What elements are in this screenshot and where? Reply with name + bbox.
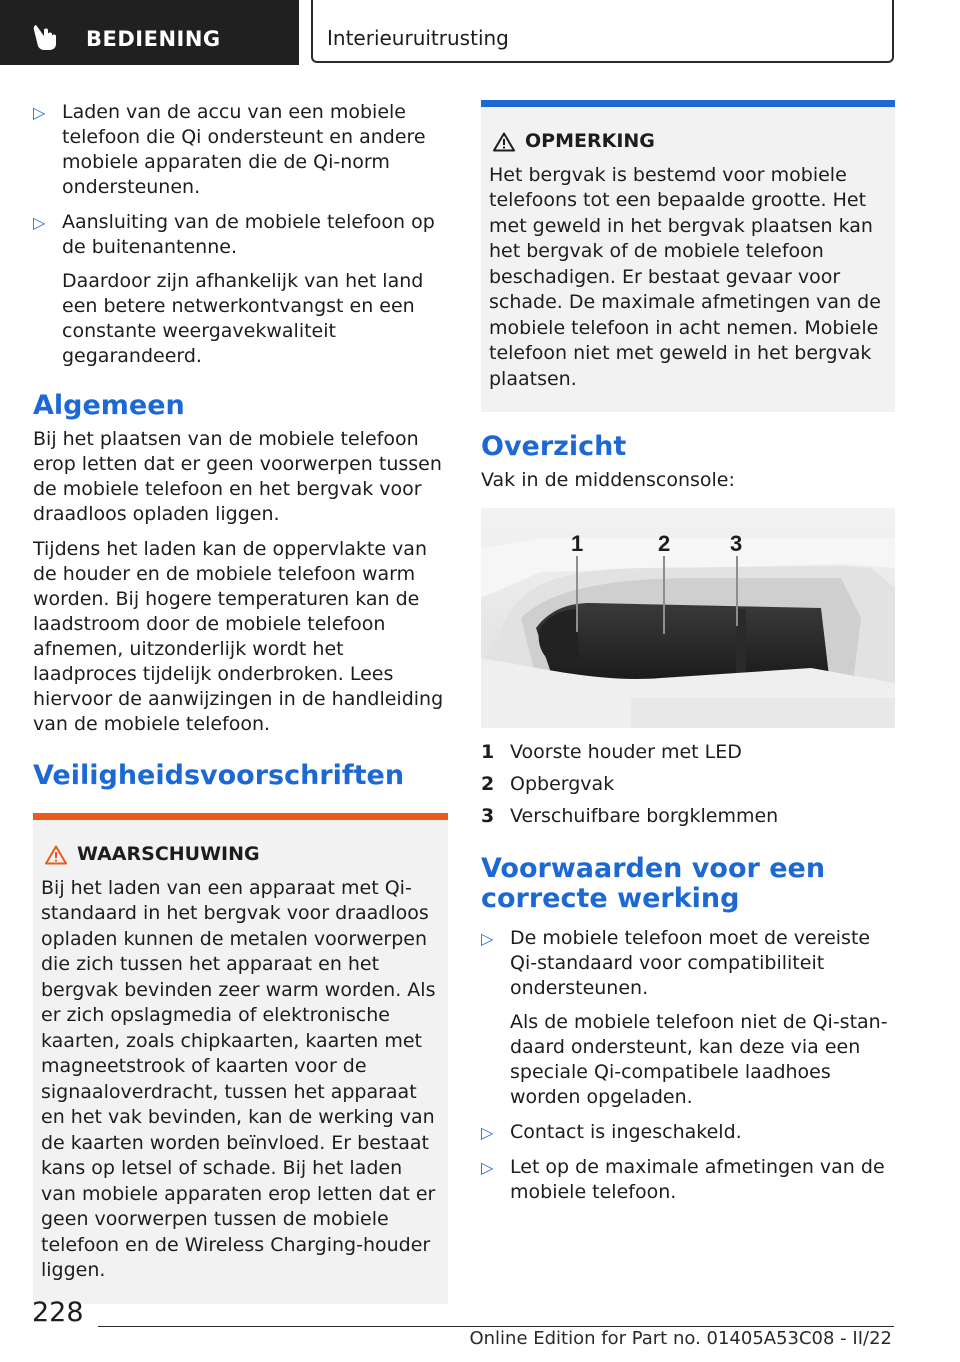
list-item-text: Let op de maximale afmetingen van de mobiele telefoon. xyxy=(510,1156,885,1203)
list-item xyxy=(481,1155,895,1205)
console-figure xyxy=(481,508,895,728)
legend-text: Verschuifbare borgklemmen xyxy=(510,805,779,827)
paragraph: Vak in de middensconsole: xyxy=(481,469,735,491)
console-illustration xyxy=(481,508,895,728)
legend-text: Opbergvak xyxy=(510,773,615,795)
topic-label: Interieuruitrusting xyxy=(327,26,509,50)
legend-item xyxy=(481,740,895,772)
list-item-subtext: Daardoor zijn afhankelijk van het land een betere netwerkontvangst en een constante weergavekwaliteit gegarandeerd. xyxy=(62,270,424,367)
triangle-bullet-icon: ▷ xyxy=(481,1123,494,1142)
heading-overview: Overzicht xyxy=(481,431,627,462)
heading-safety: Veiligheidsvoorschriften xyxy=(33,760,405,791)
list-item-text: De mobiele telefoon moet de vereiste Qi-standaard voor compatibiliteit ondersteunen. xyxy=(510,927,871,999)
list-item xyxy=(33,100,448,200)
paragraph: Tijdens het laden kan de oppervlakte van de houder en de mobiele telefoon warm worden. Bij hogere temperaturen kan de laadstroom door de mobiele telefoon afnemen, uitzonderlijk wordt het laadproces tijdelijk onderbroken. Lees hiervoor de aanwijzingen in de handleiding van de mobiele telefoon. xyxy=(33,538,444,735)
warning-title: WAARSCHUWING xyxy=(77,843,260,865)
legend-text: Voorste houder met LED xyxy=(510,741,742,763)
legend-list xyxy=(481,740,895,836)
list-item xyxy=(33,210,448,369)
section-label: BEDIENING xyxy=(86,27,221,51)
warning-triangle-icon xyxy=(493,132,515,152)
legend-item xyxy=(481,772,895,804)
page-number: 228 xyxy=(32,1297,84,1328)
list-item xyxy=(481,926,895,1110)
list-item-text: Aansluiting van de mobiele telefoon op de buitenantenne. xyxy=(62,211,435,258)
triangle-bullet-icon: ▷ xyxy=(33,103,46,122)
triangle-bullet-icon: ▷ xyxy=(481,929,494,948)
callout-label: 1 xyxy=(571,531,584,556)
list-item-subtext: Als de mobiele telefoon niet de Qi-standaard ondersteunt, kan deze via een speciale Qi-compatibele laadhoes worden opgeladen. xyxy=(510,1011,888,1108)
left-column xyxy=(33,100,448,1304)
legend-item xyxy=(481,804,895,836)
legend-number: 2 xyxy=(481,773,495,795)
callout-label: 2 xyxy=(658,531,671,556)
footer-divider xyxy=(98,1326,894,1327)
warning-triangle-icon xyxy=(45,845,67,865)
paragraph: Bij het plaatsen van de mobiele telefoon erop letten dat er geen voorwerpen tussen de mobiele telefoon en het bergvak voor draadloos opladen liggen. xyxy=(33,428,442,525)
callout-label: 3 xyxy=(730,531,743,556)
list-item-text: Contact is ingeschakeld. xyxy=(510,1121,742,1143)
list-item-text: Laden van de accu van een mobiele telefoon die Qi ondersteunt en andere mobiele apparaten die de Qi-norm ondersteunen. xyxy=(62,101,426,198)
warning-text: Bij het laden van een apparaat met Qi-standaard in het bergvak voor draadloos opladen kunnen de metalen voorwerpen die zich tussen het apparaat en het bergvak bevinden zeer warm worden. Als er zich opslagmedia of elektronische kaarten, zoals chipkaarten, kaarten met magneetstrook of kaarten voor de signaaloverdracht, tussen het apparaat en het vak bevinden, kan de werking van de kaarten worden beïnvloed. Er bestaat kans op letsel of schade. Bij het laden van mobiele apparaten erop letten dat er geen voorwerpen tussen de mobiele telefoon en de Wireless Charging-houder liggen. xyxy=(41,876,436,1281)
note-box xyxy=(481,100,895,412)
legend-number: 3 xyxy=(481,805,495,827)
legend-number: 1 xyxy=(481,741,495,763)
warning-box xyxy=(33,813,448,1304)
triangle-bullet-icon: ▷ xyxy=(33,213,46,232)
note-title: OPMERKING xyxy=(525,130,655,152)
topic-header xyxy=(311,0,894,63)
edition-text: Online Edition for Part no. 01405A53C08 - II/22 xyxy=(469,1328,892,1349)
heading-requirements: Voorwaarden voor een correcte werking xyxy=(481,853,826,914)
hand-pointer-icon xyxy=(32,22,66,52)
section-tab xyxy=(0,0,299,65)
list-item xyxy=(481,1120,895,1145)
heading-general: Algemeen xyxy=(33,390,185,421)
triangle-bullet-icon: ▷ xyxy=(481,1158,494,1177)
right-column xyxy=(481,100,895,1215)
note-text: Het bergvak is bestemd voor mobiele telefoons tot een bepaalde grootte. Het met geweld in het bergvak plaatsen kan het bergvak of de mobiele telefoon beschadigen. Er bestaat gevaar voor schade. De maximale afmetingen van de mobiele telefoon in acht nemen. Mobiele telefoon niet met geweld in het bergvak plaatsen. xyxy=(489,163,881,390)
